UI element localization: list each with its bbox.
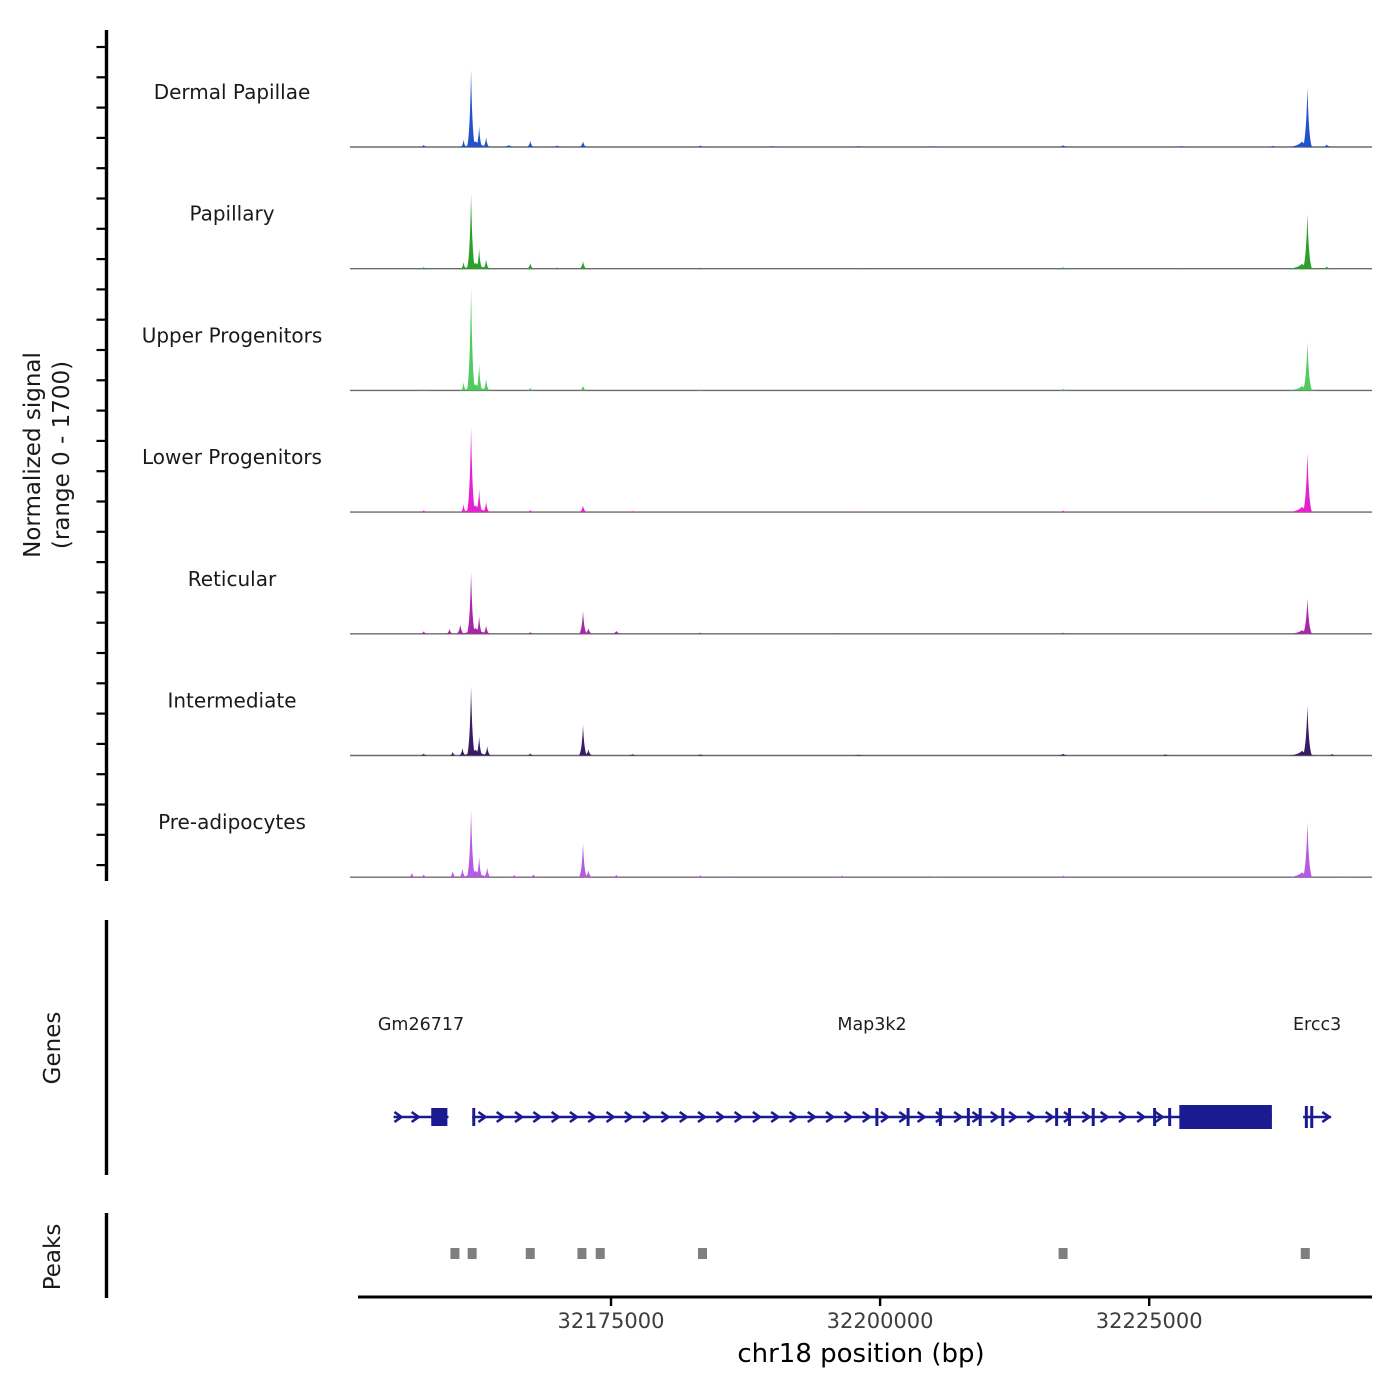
signal-track-lower-progenitors <box>142 426 1372 512</box>
signal-peak <box>579 141 587 147</box>
signal-peak <box>457 625 465 634</box>
signal-peak <box>579 725 587 756</box>
signal-peak <box>1303 214 1312 269</box>
signal-peak <box>484 746 491 755</box>
signal-peak <box>1303 87 1312 147</box>
gene-model-ercc3 <box>1293 1015 1341 1128</box>
x-axis-tick-label: 32200000 <box>826 1309 934 1333</box>
x-axis-tick-label: 32175000 <box>557 1309 665 1333</box>
signal-peak <box>1303 822 1312 877</box>
signal-peak <box>579 843 587 877</box>
x-axis-tick-label: 32225000 <box>1095 1309 1203 1333</box>
gene-model-gm26717 <box>378 1015 464 1126</box>
track-label: Intermediate <box>167 688 297 713</box>
signal-peak <box>461 140 466 147</box>
peak-call-box <box>450 1248 459 1259</box>
peak-calls-layer <box>450 1248 1309 1259</box>
peaks-section-label: Peaks <box>40 1223 66 1291</box>
gene-model-map3k2 <box>472 1015 1272 1129</box>
genes-layer <box>378 1015 1341 1129</box>
signal-peak <box>467 572 475 634</box>
peak-call-box <box>596 1248 605 1259</box>
signal-peak <box>446 629 452 634</box>
signal-peak <box>1303 342 1312 390</box>
signal-peak <box>1303 452 1312 512</box>
peak-call-box <box>526 1248 535 1259</box>
signal-peak <box>1303 598 1312 633</box>
peak-call-box <box>1301 1248 1310 1259</box>
signal-peak <box>461 504 466 512</box>
signal-peak <box>527 263 534 269</box>
track-label: Dermal Papillae <box>153 80 311 104</box>
signal-peak <box>483 260 490 269</box>
signal-peak <box>579 611 587 634</box>
signal-track-papillary <box>189 193 1372 268</box>
signal-peak <box>1288 141 1316 147</box>
signal-peak <box>459 748 465 755</box>
signal-track-reticular <box>188 567 1372 634</box>
signal-track-pre-adipocytes <box>158 810 1372 877</box>
y-axis-label-line1: Normalized signal <box>20 352 46 558</box>
track-label: Upper Progenitors <box>141 323 323 348</box>
signal-peak <box>1303 705 1312 755</box>
signal-peak <box>579 506 587 512</box>
signal-peak <box>579 261 587 268</box>
axes-layer <box>97 30 107 1298</box>
signal-track-upper-progenitors <box>142 288 1372 391</box>
genes-section-label: Genes <box>40 1011 66 1085</box>
signal-peak <box>461 382 466 390</box>
peak-call-box <box>577 1248 586 1259</box>
signal-peak <box>467 810 475 877</box>
gene-name-label: Ercc3 <box>1292 1015 1342 1035</box>
signal-tracks-layer <box>142 70 1372 877</box>
signal-peak <box>483 137 490 147</box>
signal-peak <box>467 288 475 391</box>
signal-peak <box>467 193 475 268</box>
y-axis-label-line2: (range 0 - 1700) <box>49 360 75 550</box>
x-axis-layer <box>358 1297 1372 1333</box>
signal-peak <box>467 686 475 755</box>
gene-name-label: Map3k2 <box>837 1015 907 1035</box>
track-label: Pre-adipocytes <box>158 810 306 835</box>
signal-peak <box>450 871 456 877</box>
track-label: Papillary <box>189 201 275 226</box>
signal-peak <box>459 869 465 878</box>
signal-peak <box>467 426 475 512</box>
gene-exon-box <box>1179 1105 1272 1129</box>
gene-name-label: Gm26717 <box>377 1015 465 1035</box>
peak-call-box <box>468 1248 477 1259</box>
signal-peak <box>484 867 491 877</box>
signal-peak <box>527 141 534 147</box>
signal-peak <box>1288 507 1316 512</box>
track-label: Lower Progenitors <box>142 445 322 470</box>
peak-call-box <box>698 1248 707 1259</box>
peak-call-box <box>1059 1248 1068 1259</box>
gene-exon-box <box>431 1108 447 1126</box>
signal-peak <box>483 502 490 512</box>
x-axis-title: chr18 position (bp) <box>737 1339 985 1369</box>
signal-peak <box>461 262 466 269</box>
track-label: Reticular <box>187 566 277 591</box>
signal-peak <box>467 70 475 147</box>
signal-peak <box>483 379 490 390</box>
signal-track-dermal-papillae <box>154 70 1372 147</box>
signal-peak <box>1288 264 1316 269</box>
signal-track-intermediate <box>167 686 1372 755</box>
